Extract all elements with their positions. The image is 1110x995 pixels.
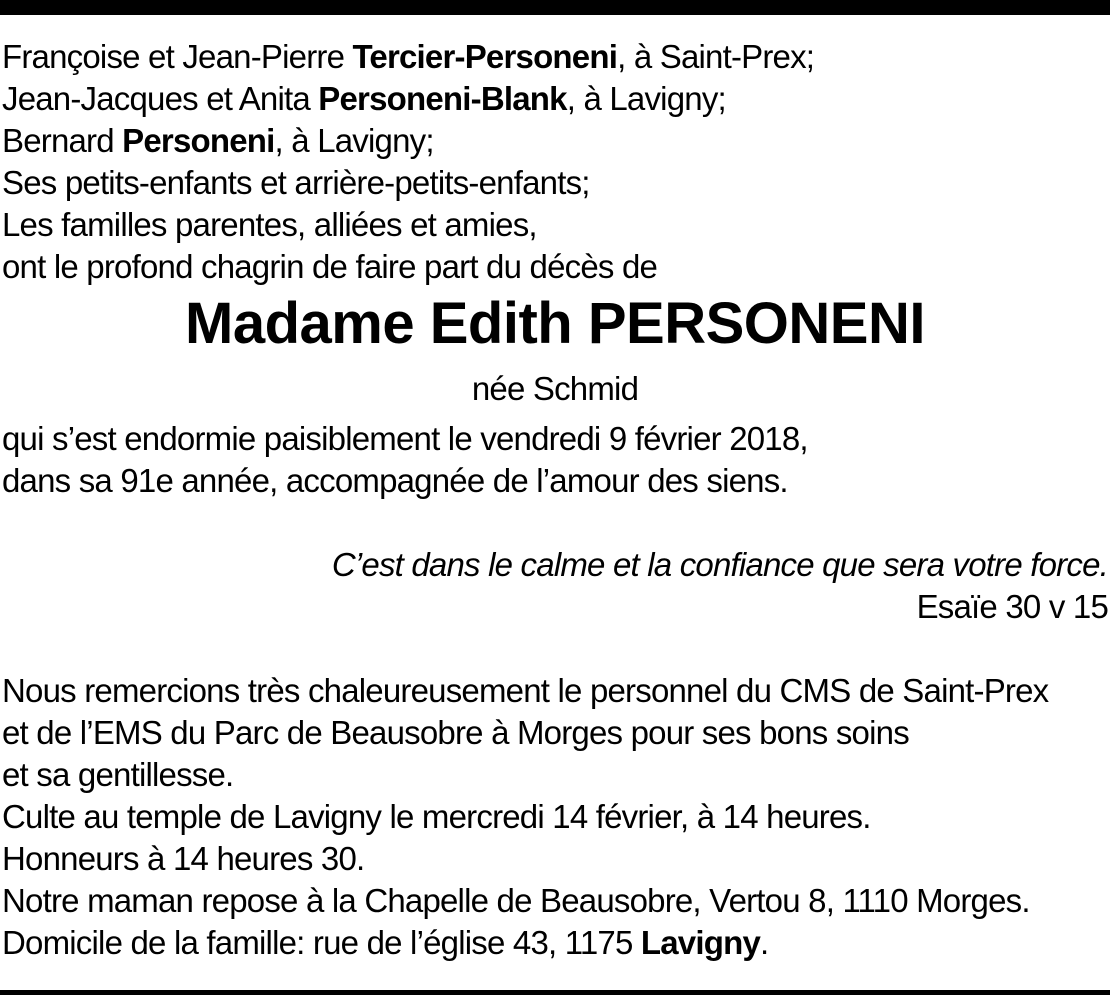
- service-line: Culte au temple de Lavigny le mercredi 14 février, à 14 heures.: [2, 798, 871, 835]
- family-line: Les familles parentes, alliées et amies,: [2, 206, 537, 243]
- deceased-name: Madame Edith PERSONENI: [185, 291, 925, 356]
- address-place: Lavigny: [640, 924, 760, 961]
- death-details: [2, 418, 1108, 502]
- spacer: [2, 628, 1108, 670]
- thanks-section: [2, 670, 1108, 796]
- family-line: Jean-Jacques et Anita Personeni-Blank, à Lavigny;: [2, 80, 726, 117]
- address-line: Domicile de la famille: rue de l’église 43, 1175 Lavigny.: [2, 924, 769, 961]
- verse-reference: Esaïe 30 v 15: [916, 588, 1108, 625]
- family-surname: Tercier-Personeni: [352, 38, 618, 75]
- announcement-line: ont le profond chagrin de faire part du décès de: [2, 248, 658, 285]
- service-line: Honneurs à 14 heures 30.: [2, 840, 365, 877]
- spacer: [2, 502, 1108, 544]
- thanks-line: et de l’EMS du Parc de Beausobre à Morges pour ses bons soins: [2, 714, 909, 751]
- family-surname: Personeni: [122, 122, 275, 159]
- top-rule: [0, 0, 1110, 15]
- maiden-name: née Schmid: [471, 370, 639, 407]
- verse-text: C’est dans le calme et la confiance que sera votre force.: [331, 546, 1108, 583]
- death-line: dans sa 91e année, accompagnée de l’amour des siens.: [2, 462, 788, 499]
- death-line: qui s’est endormie paisiblement le vendredi 9 février 2018,: [2, 420, 808, 457]
- family-list: [2, 36, 1108, 288]
- obituary-notice: [2, 36, 1108, 964]
- service-details: [2, 796, 1108, 964]
- bible-verse: [2, 544, 1108, 628]
- thanks-line: et sa gentillesse.: [2, 756, 234, 793]
- service-line: Notre maman repose à la Chapelle de Beausobre, Vertou 8, 1110 Morges.: [2, 882, 1030, 919]
- thanks-line: Nous remercions très chaleureusement le personnel du CMS de Saint-Prex: [2, 672, 1049, 709]
- bottom-rule: [0, 990, 1110, 995]
- family-line: Bernard Personeni, à Lavigny;: [2, 122, 434, 159]
- family-surname: Personeni-Blank: [318, 80, 567, 117]
- family-line: Françoise et Jean-Pierre Tercier-Personeni, à Saint-Prex;: [2, 38, 815, 75]
- family-line: Ses petits-enfants et arrière-petits-enfants;: [2, 164, 590, 201]
